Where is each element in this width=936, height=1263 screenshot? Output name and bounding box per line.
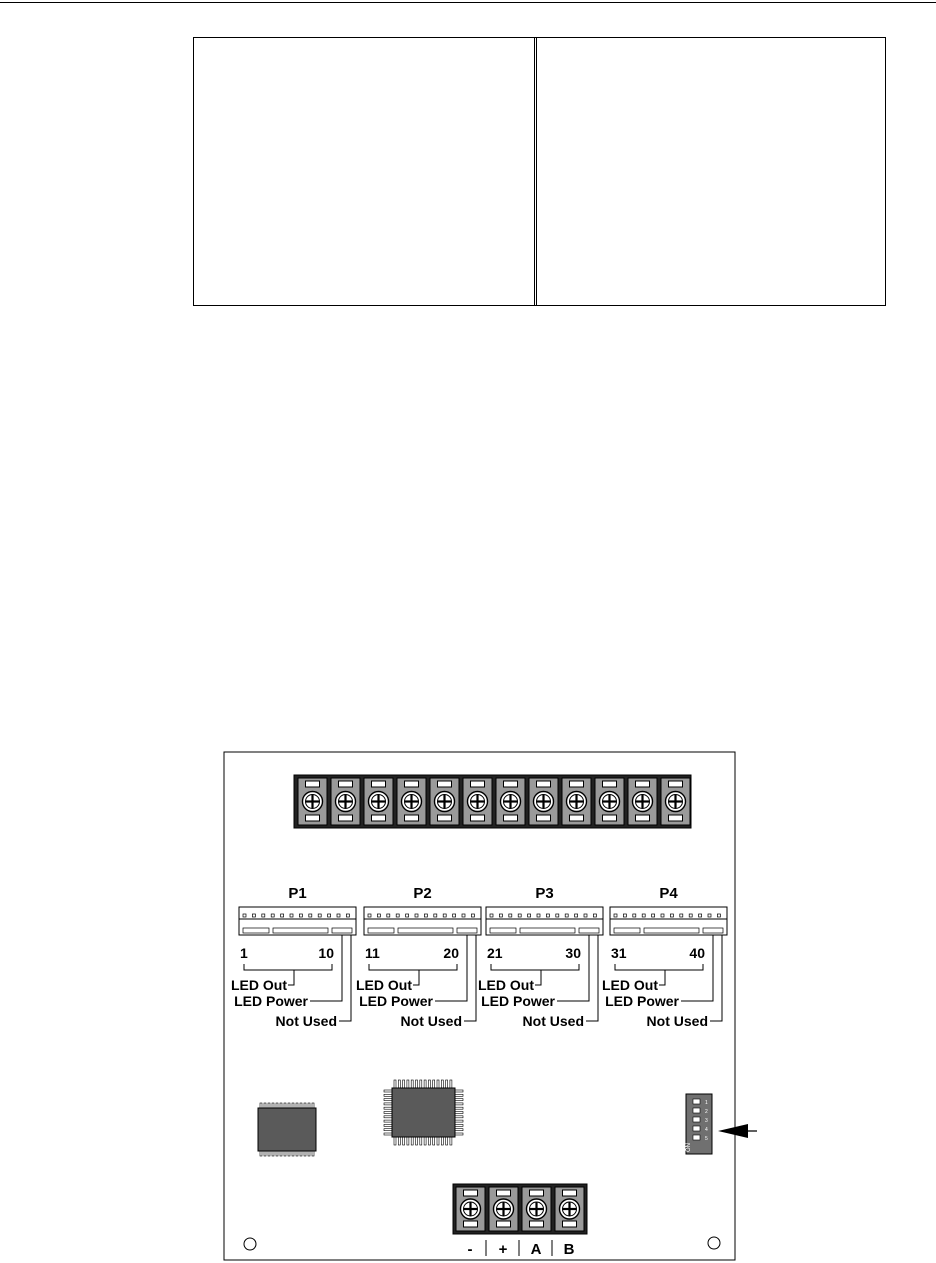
mounting-hole-left [244, 1238, 256, 1250]
dip-lever [693, 1135, 700, 1140]
led-power-callout: LED Power [605, 993, 679, 1009]
dip-lever [693, 1108, 700, 1113]
dip-lever [693, 1099, 700, 1104]
header-label: P1 [288, 885, 307, 902]
dip-switch [686, 1094, 712, 1154]
header-label: P3 [535, 885, 554, 902]
not-used-callout: Not Used [522, 1013, 584, 1029]
top-terminal-screw [529, 778, 558, 825]
bottom-terminal-label: - [467, 1241, 473, 1258]
dip-position-number: 2 [705, 1109, 708, 1115]
last-pin-number: 30 [565, 945, 581, 961]
bottom-terminal-screw [456, 1187, 485, 1231]
dip-position-number: 3 [705, 1118, 708, 1124]
dip-position-number: 4 [705, 1127, 708, 1133]
bottom-terminal-screw [555, 1187, 584, 1231]
bottom-terminal-screw [489, 1187, 518, 1231]
not-used-callout: Not Used [646, 1013, 708, 1029]
top-terminal-screw [430, 778, 459, 825]
top-terminal-screw [562, 778, 591, 825]
bottom-terminal-screw [522, 1187, 551, 1231]
dip-position-number: 1 [705, 1100, 708, 1106]
top-terminal-screw [496, 778, 525, 825]
last-pin-number: 10 [318, 945, 334, 961]
header-label: P2 [413, 885, 432, 902]
last-pin-number: 40 [689, 945, 705, 961]
led-out-callout: LED Out [602, 977, 658, 993]
soic-chip [258, 1103, 316, 1156]
dip-position-number: 5 [705, 1136, 708, 1142]
dip-lever [693, 1126, 700, 1131]
led-out-callout: LED Out [478, 977, 534, 993]
dip-lever [693, 1117, 700, 1122]
led-out-callout: LED Out [231, 977, 287, 993]
bottom-terminal-block [453, 1184, 587, 1234]
first-pin-number: 11 [365, 945, 380, 961]
top-terminal-screw [298, 778, 327, 825]
bottom-terminal-label: A [530, 1241, 542, 1258]
led-power-callout: LED Power [234, 993, 308, 1009]
top-terminal-screw [595, 778, 624, 825]
top-terminal-screw [463, 778, 492, 825]
mounting-hole-right [708, 1237, 720, 1249]
first-pin-number: 21 [487, 945, 503, 961]
first-pin-number: 1 [240, 945, 248, 961]
dip-switch-on-label: ON [686, 1143, 692, 1152]
top-terminal-block [294, 775, 691, 828]
not-used-callout: Not Used [275, 1013, 337, 1029]
first-pin-number: 31 [611, 945, 627, 961]
top-terminal-screw [364, 778, 393, 825]
last-pin-number: 20 [443, 945, 459, 961]
top-terminal-screw [661, 778, 690, 825]
led-power-callout: LED Power [481, 993, 555, 1009]
bottom-terminal-label: + [498, 1241, 508, 1258]
top-terminal-screw [628, 778, 657, 825]
header-label: P4 [659, 885, 678, 902]
not-used-callout: Not Used [400, 1013, 462, 1029]
top-terminal-screw [331, 778, 360, 825]
top-terminal-screw [397, 778, 426, 825]
qfp-chip [384, 1080, 463, 1145]
led-power-callout: LED Power [359, 993, 433, 1009]
bottom-terminal-label: B [563, 1241, 575, 1258]
led-out-callout: LED Out [356, 977, 412, 993]
